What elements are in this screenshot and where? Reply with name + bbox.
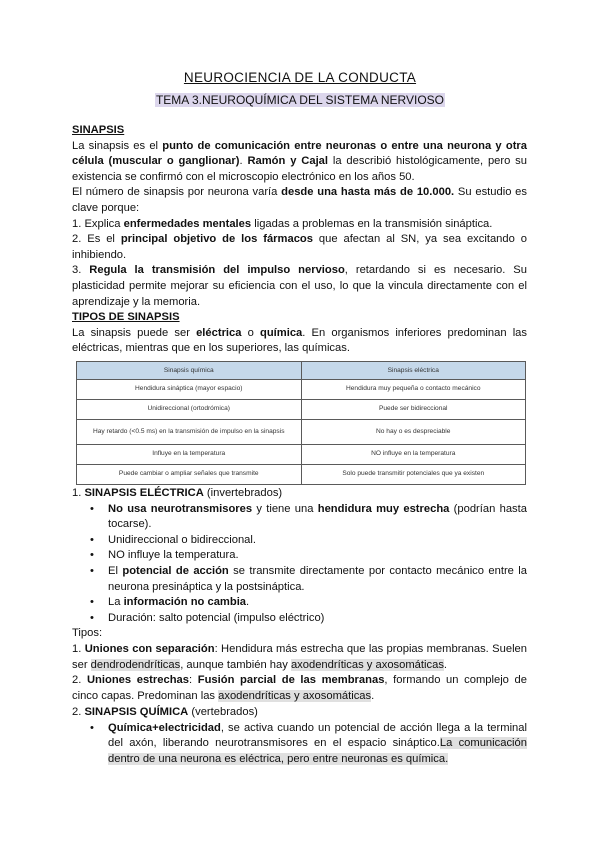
table-row bbox=[77, 445, 526, 465]
text-run: se transmite directamente por contacto mecánico entre la neurona presináptica y la postsináptica. bbox=[108, 564, 527, 593]
text-run: 2. bbox=[72, 674, 87, 687]
text-run: . bbox=[371, 689, 375, 702]
quimica-title bbox=[72, 705, 527, 721]
text-run: La bbox=[108, 596, 124, 609]
table-cell: Influye en la temperatura bbox=[77, 445, 302, 465]
text-run: . bbox=[443, 658, 448, 671]
text-run: El número de sinapsis por neurona varía bbox=[72, 186, 282, 199]
table-cell: Unidireccional (ortodrómica) bbox=[77, 400, 302, 420]
text-run: , aunque también hay bbox=[180, 658, 291, 671]
text-run: La sinapsis puede ser bbox=[72, 326, 197, 339]
text-run: 2. Es el bbox=[72, 233, 121, 246]
table-row bbox=[77, 465, 526, 485]
bold-text: SINAPSIS ELÉCTRICA bbox=[84, 487, 204, 499]
electrica-title bbox=[72, 486, 527, 502]
electrica-bullet-list bbox=[72, 502, 527, 627]
text-run: Unidireccional o bidireccional. bbox=[108, 533, 256, 546]
bold-text: Uniones con separación bbox=[84, 642, 215, 655]
text-run: Duración: salto potencial (impulso eléctrico) bbox=[108, 611, 325, 624]
document-subtitle: TEMA 3.NEUROQUÍMICA DEL SISTEMA NERVIOSO bbox=[155, 93, 445, 107]
table-cell: No hay o es despreciable bbox=[301, 420, 526, 445]
text-run: , formando un complejo de cinco capas. Predominan las bbox=[72, 674, 527, 702]
bold-text: No usa neurotransmisores bbox=[108, 502, 253, 515]
highlighted-text: axodendríticas y axosomáticas bbox=[218, 689, 372, 702]
bold-text: Química+electricidad bbox=[108, 721, 221, 734]
synapse-comparison-table bbox=[76, 361, 526, 485]
text-run: (podrían hasta tocarse). bbox=[108, 502, 527, 531]
text-run: El bbox=[108, 564, 123, 577]
list-item bbox=[108, 533, 527, 549]
table-row bbox=[77, 380, 526, 400]
bold-text: Regula la transmisión del impulso nervioso bbox=[89, 264, 345, 277]
sinapsis-section bbox=[72, 123, 527, 310]
document-title: NEUROCIENCIA DE LA CONDUCTA bbox=[183, 70, 417, 85]
bold-text: potencial de acción bbox=[122, 564, 229, 577]
table-cell: NO influye en la temperatura bbox=[301, 445, 526, 465]
tipos-paragraph bbox=[72, 326, 527, 357]
text-run: (vertebrados) bbox=[188, 706, 258, 718]
table-cell: Hendidura muy pequeña o contacto mecánico bbox=[301, 380, 526, 400]
list-item bbox=[108, 502, 527, 533]
bold-text: química bbox=[260, 326, 303, 339]
sinapsis-reason-2 bbox=[72, 232, 527, 263]
table-row bbox=[77, 420, 526, 445]
table-cell: Hay retardo (<0.5 ms) en la transmisión de impulso en la sinapsis bbox=[77, 420, 302, 445]
list-item bbox=[108, 548, 527, 564]
sinapsis-reason-1 bbox=[72, 217, 527, 233]
text-run: . bbox=[246, 596, 250, 609]
tipos-heading: TIPOS DE SINAPSIS bbox=[72, 311, 180, 323]
table-cell: Puede ser bidireccional bbox=[301, 400, 526, 420]
bold-text: SINAPSIS QUÍMICA bbox=[84, 706, 189, 718]
sinapsis-heading: SINAPSIS bbox=[72, 124, 125, 136]
sinapsis-reason-3 bbox=[72, 263, 527, 310]
quimica-section bbox=[72, 705, 527, 767]
table-cell: Puede cambiar o ampliar señales que transmite bbox=[77, 465, 302, 485]
bold-text: eléctrica bbox=[196, 326, 242, 339]
highlighted-text: dendrodendríticas bbox=[90, 658, 181, 671]
text-run: Su estudio es clave porque: bbox=[72, 186, 527, 214]
bold-text: principal objetivo de los fármacos bbox=[120, 233, 313, 246]
bold-text: Ramón y Cajal bbox=[247, 155, 329, 168]
bold-text: punto de comunicación entre neuronas o entre una neurona y otra célula (muscular o ganglionar) bbox=[72, 139, 528, 168]
text-run: . bbox=[239, 155, 248, 168]
uniones-estrechas bbox=[72, 673, 527, 704]
bold-text: Fusión parcial de las membranas bbox=[197, 674, 385, 687]
sinapsis-count-paragraph bbox=[72, 185, 527, 216]
text-run: y tiene una bbox=[252, 502, 318, 515]
list-item bbox=[108, 611, 527, 627]
text-run: NO influye la temperatura. bbox=[108, 549, 239, 562]
text-run: : bbox=[188, 674, 198, 687]
text-run: 1. bbox=[72, 487, 85, 499]
uniones-separacion bbox=[72, 642, 527, 673]
text-run: 1. bbox=[72, 642, 85, 655]
list-item bbox=[108, 721, 527, 768]
list-item bbox=[108, 595, 527, 611]
text-run: 3. bbox=[72, 264, 90, 277]
electrica-section bbox=[72, 486, 527, 704]
bold-text: desde una hasta más de 10.000. bbox=[281, 186, 455, 199]
table-cell: Solo puede transmitir potenciales que ya existen bbox=[301, 465, 526, 485]
table-header-row bbox=[77, 362, 526, 380]
text-run: o bbox=[241, 326, 260, 339]
table-header-electrical: Sinapsis eléctrica bbox=[301, 362, 526, 380]
bold-text: enfermedades mentales bbox=[123, 217, 252, 230]
text-run: la describió histológicamente, pero su existencia se confirmó con el microscopio electrónico en los años 50. bbox=[72, 155, 527, 183]
tipos-section bbox=[72, 310, 527, 357]
text-run: , retardando si es necesario. Su plasticidad permite mejorar su eficiencia con el uso, lo que la vincula directamente con el aprendizaje y la memoria. bbox=[72, 264, 527, 308]
table-cell: Hendidura sináptica (mayor espacio) bbox=[77, 380, 302, 400]
text-run: La sinapsis es el bbox=[72, 139, 163, 152]
highlighted-text: La comunicación dentro de una neurona es eléctrica, pero entre neuronas es química. bbox=[108, 737, 527, 765]
text-run: que afectan al SN, ya sea excitando o inhibiendo. bbox=[72, 233, 527, 261]
text-run: : Hendidura más estrecha que las propias membranas. Suelen ser bbox=[72, 642, 527, 671]
text-run: . En organismos inferiores predominan las eléctricas, mientras que en los superiores, las químicas. bbox=[72, 326, 527, 355]
bold-text: información no cambia bbox=[123, 596, 247, 609]
text-run: 1. Explica bbox=[72, 217, 124, 230]
table-header-chemical: Sinapsis química bbox=[77, 362, 302, 380]
text-run: 2. bbox=[72, 706, 85, 718]
quimica-bullet-list bbox=[72, 721, 527, 768]
sinapsis-paragraph bbox=[72, 139, 527, 186]
tipos-label: Tipos: bbox=[72, 627, 103, 640]
text-run: (invertebrados) bbox=[203, 487, 283, 499]
table-row bbox=[77, 400, 526, 420]
highlighted-text: axodendríticas y axosomáticas bbox=[290, 658, 444, 671]
text-run: ligadas a problemas en la transmisión sináptica. bbox=[251, 217, 493, 230]
list-item bbox=[108, 564, 527, 595]
bold-text: Uniones estrechas bbox=[86, 674, 189, 687]
text-run: , se activa cuando un potencial de acción llega a la terminal del axón, liberando neurotransmisores en el espacio sináptico. bbox=[108, 721, 527, 750]
bold-text: hendidura muy estrecha bbox=[317, 502, 450, 515]
